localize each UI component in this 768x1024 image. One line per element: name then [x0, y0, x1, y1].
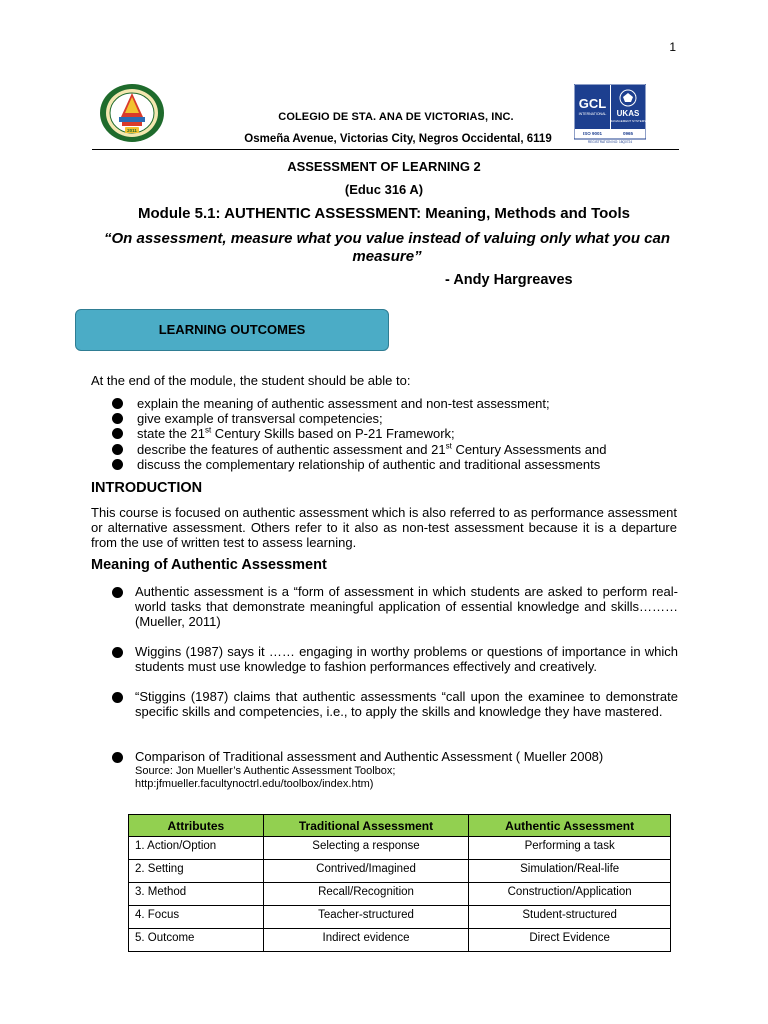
- table-cell: Performing a task: [469, 837, 671, 860]
- meaning-point: Comparison of Traditional assessment and Authentic Assessment ( Mueller 2008): [112, 749, 678, 764]
- epigraph-quote: “On assessment, measure what you value instead of valuing only what you can measure”: [104, 230, 670, 265]
- school-name: COLEGIO DE STA. ANA DE VICTORIAS, INC.: [278, 111, 514, 123]
- bullet-icon: [112, 459, 123, 470]
- table-cell: 4. Focus: [129, 906, 264, 929]
- table-cell: 2. Setting: [129, 860, 264, 883]
- comparison-table: [128, 814, 671, 952]
- course-code: (Educ 316 A): [344, 182, 424, 197]
- column-header: Authentic Assessment: [469, 815, 671, 837]
- table-cell: Contrived/Imagined: [263, 860, 469, 883]
- table-cell: Selecting a response: [263, 837, 469, 860]
- bullet-icon: [112, 444, 123, 455]
- column-header: Traditional Assessment: [263, 815, 469, 837]
- introduction-heading: INTRODUCTION: [91, 480, 203, 496]
- bullet-icon: [112, 398, 123, 409]
- table-cell: Teacher-structured: [263, 906, 469, 929]
- table-cell: Simulation/Real-life: [469, 860, 671, 883]
- table-cell: Indirect evidence: [263, 929, 469, 952]
- table-cell: Direct Evidence: [469, 929, 671, 952]
- bullet-icon: [112, 587, 123, 598]
- quote-author: - Andy Hargreaves: [445, 272, 573, 288]
- table-cell: Recall/Recognition: [263, 883, 469, 906]
- list-item: discuss the complementary relationship of authentic and traditional assessments: [112, 457, 606, 472]
- svg-text:2011: 2011: [127, 128, 137, 133]
- bullet-icon: [112, 692, 123, 703]
- table-cell: 5. Outcome: [129, 929, 264, 952]
- table-row: [129, 929, 671, 952]
- svg-text:GCL: GCL: [578, 96, 607, 111]
- svg-text:UKAS: UKAS: [616, 109, 640, 118]
- learning-outcomes-label: LEARNING OUTCOMES: [158, 322, 306, 337]
- list-item: give example of transversal competencies;: [112, 411, 606, 426]
- table-cell: 1. Action/Option: [129, 837, 264, 860]
- introduction-paragraph: This course is focused on authentic assessment which is also referred to as performance assessment or alternative assessment. Others refer to it also as non-test assessment because it is a departure from the use of written test to assess learning.: [91, 505, 677, 550]
- svg-text:INTERNATIONAL: INTERNATIONAL: [578, 112, 607, 116]
- meaning-point: Wiggins (1987) says it …… engaging in worthy problems or questions of importance in which students must use knowledge to fashion performances effectively and creatively.: [112, 644, 678, 674]
- svg-text:REGISTRATION NO: 18Q0724: REGISTRATION NO: 18Q0724: [587, 140, 633, 144]
- meaning-point: Authentic assessment is a “form of assessment in which students are asked to perform real-world tasks that demonstrate meaningful application of essential knowledge and skills………(Mueller, 2011): [112, 584, 678, 630]
- module-title: Module 5.1: AUTHENTIC ASSESSMENT: Meaning, Methods and Tools: [138, 205, 630, 222]
- table-header-row: [129, 815, 671, 837]
- table-row: [129, 860, 671, 883]
- school-address: Osmeña Avenue, Victorias City, Negros Occidental, 6119: [244, 133, 552, 145]
- list-item: state the 21st Century Skills based on P-21 Framework;: [112, 426, 606, 441]
- table-cell: Student-structured: [469, 906, 671, 929]
- column-header: Attributes: [129, 815, 264, 837]
- meaning-heading: Meaning of Authentic Assessment: [91, 557, 327, 573]
- source-url: http:jfmueller.facultynoctrl.edu/toolbox/index.htm): [135, 778, 374, 790]
- source-citation: Source: Jon Mueller’s Authentic Assessment Toolbox;: [135, 765, 396, 777]
- outcomes-intro: At the end of the module, the student should be able to:: [91, 373, 411, 388]
- table-row: [129, 837, 671, 860]
- table-row: [129, 883, 671, 906]
- outcomes-list: [112, 396, 606, 472]
- svg-text:0965: 0965: [622, 131, 634, 136]
- svg-text:ISO 9001: ISO 9001: [582, 131, 603, 136]
- header-divider: [92, 149, 679, 150]
- table-cell: Construction/Application: [469, 883, 671, 906]
- bullet-icon: [112, 413, 123, 424]
- table-row: [129, 906, 671, 929]
- list-item: explain the meaning of authentic assessment and non-test assessment;: [112, 396, 606, 411]
- bullet-icon: [112, 752, 123, 763]
- table-cell: 3. Method: [129, 883, 264, 906]
- course-title: ASSESSMENT OF LEARNING 2: [287, 159, 481, 174]
- meaning-point: “Stiggins (1987) claims that authentic assessments “call upon the examinee to demonstrate specific skills and competencies, i.e., to apply the skills and knowledge they have mastered.: [112, 689, 678, 719]
- list-item: describe the features of authentic assessment and 21st Century Assessments and: [112, 442, 606, 457]
- page-number: 1: [669, 40, 676, 54]
- bullet-icon: [112, 428, 123, 439]
- bullet-icon: [112, 647, 123, 658]
- svg-text:MANAGEMENT SYSTEMS: MANAGEMENT SYSTEMS: [609, 119, 646, 123]
